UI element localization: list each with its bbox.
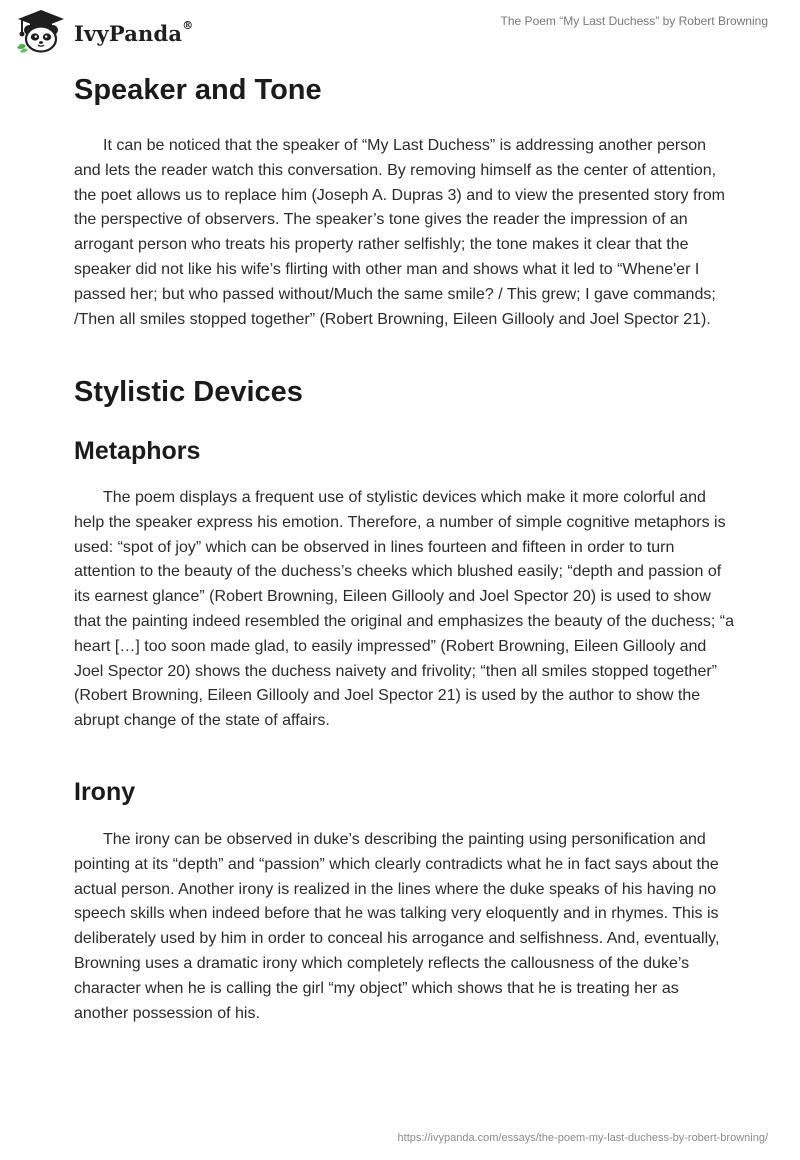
source-url[interactable]: https://ivypanda.com/essays/the-poem-my-last-duchess-by-robert-browning/ (397, 1132, 768, 1144)
heading-stylistic-devices: Stylistic Devices (74, 376, 303, 408)
paragraph-speaker-and-tone: It can be noticed that the speaker of “My Last Duchess” is addressing another person and lets the reader watch this conversation. By removing himself as the center of attention, the poet allows us to replace him (Joseph A. Dupras 3) and to view the presented story from the perspective of observers. The speaker’s tone gives the reader the impression of an arrogant person who treats his property rather selfishly; the tone makes it clear that the speaker did not like his wife’s flirting with other man and shows what it led to “Whene'er I passed her; but who passed without/Much the same smile? / This grew; I gave commands; /Then all smiles stopped together” (Robert Browning, Eileen Gillooly and Joel Spector 21). (74, 137, 725, 328)
heading-irony: Irony (74, 778, 136, 806)
logo-wordmark (74, 18, 194, 46)
paragraph-irony: The irony can be observed in duke’s describing the painting using personification and pointing at its “depth” and “passion” which clearly contradicts what he in fact says about the actual person. Another irony is realized in the lines where the duke speaks of his having no speech skills when indeed before that he was talking very eloquently and in rhymes. This is deliberately used by him in order to conceal his arrogance and selfishness. And, eventually, Browning uses a dramatic irony which completely reflects the callousness of the duke’s character when he is calling the girl “my object” which shows that he is treating her as another possession of his. (74, 831, 720, 1022)
heading-metaphors: Metaphors (74, 437, 201, 465)
ivypanda-logo[interactable] (14, 8, 193, 54)
paragraph-metaphors: The poem displays a frequent use of stylistic devices which make it more colorful and help the speaker express his emotion. Therefore, a number of simple cognitive metaphors is used: “spot of joy” which can be observed in lines fourteen and fifteen in order to turn attention to the beauty of the duchess’s cheeks which blushed easily; “depth and passion of its earnest glance” (Robert Browning, Eileen Gillooly and Joel Spector 20) is used to show that the painting indeed resembled the original and emphasizes the beauty of the duchess; “a heart […] too soon made glad, to easily impressed” (Robert Browning, Eileen Gillooly and Joel Spector 20) shows the duchess naivety and frivolity; “then all smiles stopped together” (Robert Browning, Eileen Gillooly and Joel Spector 21) is used by the author to show the abrupt change of the state of affairs. (74, 489, 734, 730)
running-title: The Poem “My Last Duchess” by Robert Browning (500, 14, 768, 28)
panda-logo-icon (14, 8, 68, 54)
heading-speaker-and-tone: Speaker and Tone (74, 74, 322, 106)
registered-mark: ® (182, 18, 194, 32)
logo-text: IvyPanda (74, 20, 183, 46)
page-header (0, 0, 800, 60)
